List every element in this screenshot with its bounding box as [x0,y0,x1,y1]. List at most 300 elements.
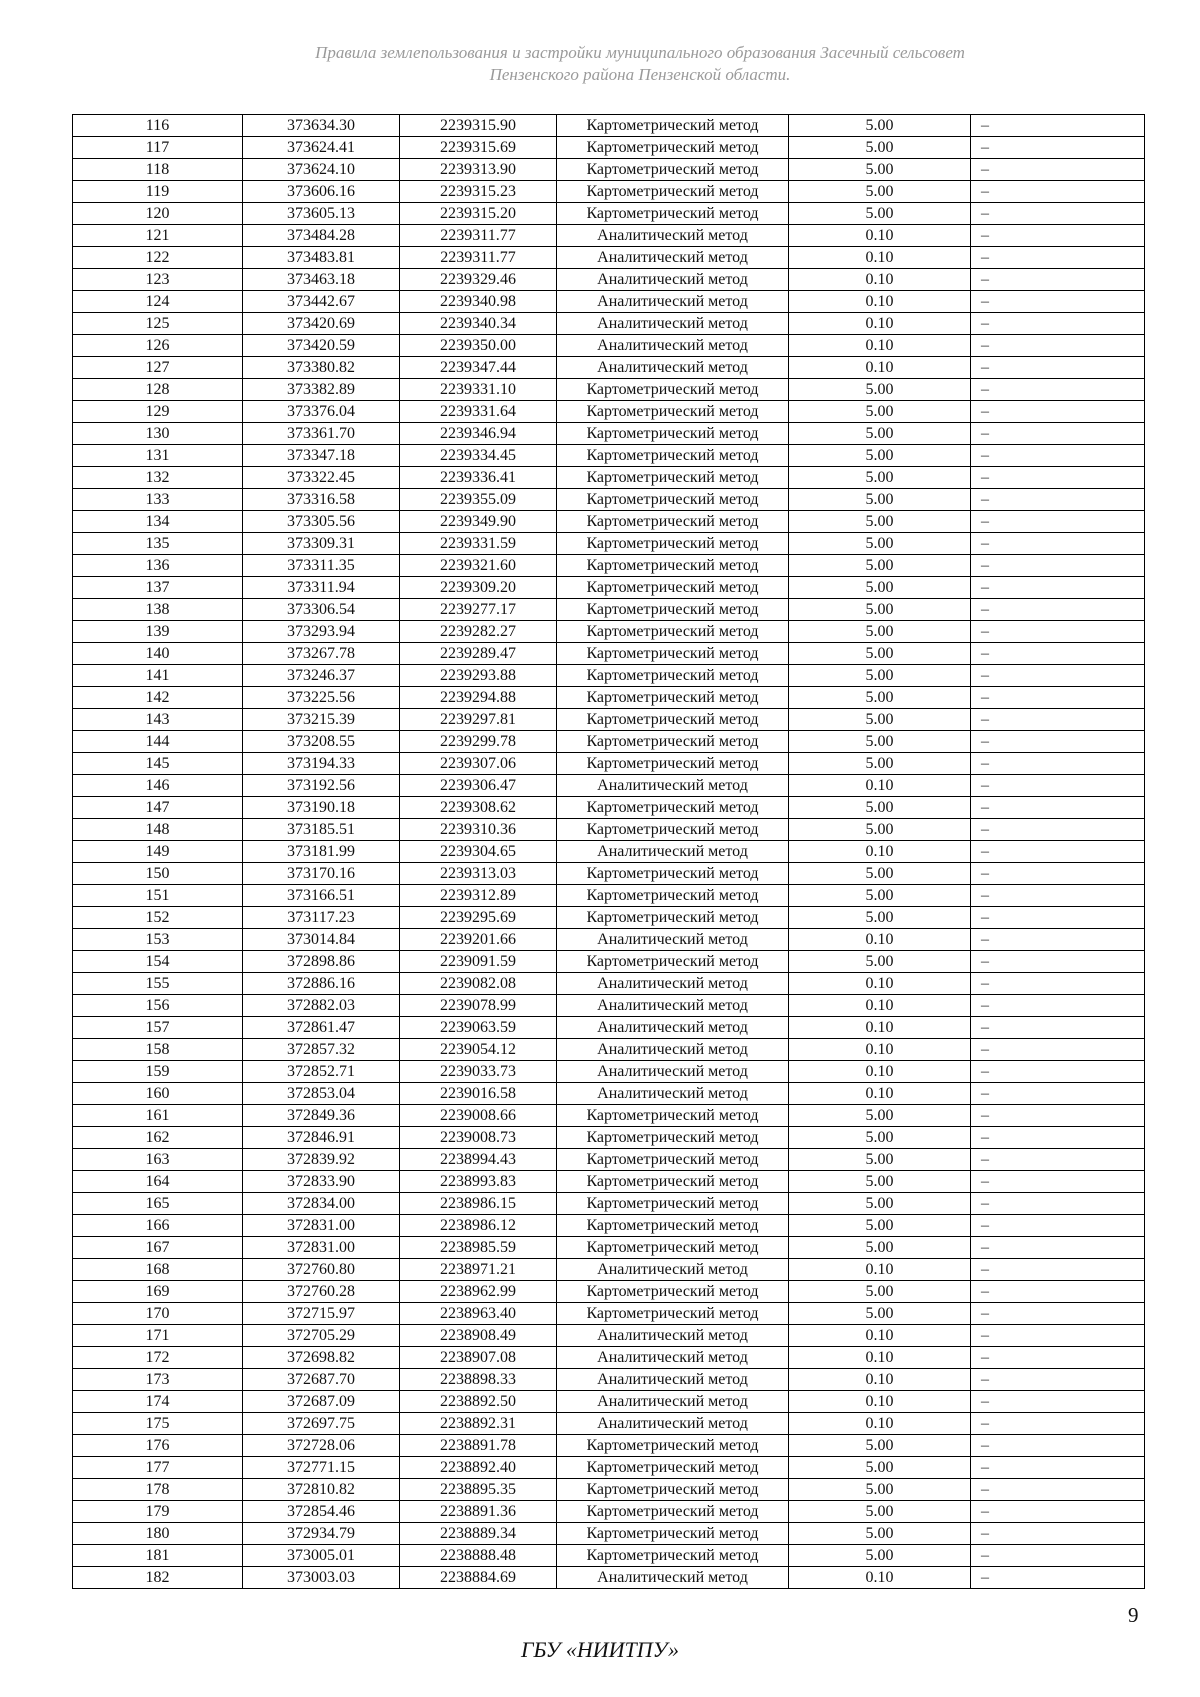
x-coordinate-cell: 373624.10 [243,159,400,181]
method-cell: Картометрический метод [557,819,789,841]
x-coordinate-cell: 372715.97 [243,1303,400,1325]
y-coordinate-cell: 2238907.08 [400,1347,557,1369]
table-row [73,1523,1145,1545]
x-coordinate-cell: 373267.78 [243,643,400,665]
method-cell: Картометрический метод [557,159,789,181]
note-cell: – [971,1193,1145,1215]
table-row [73,1369,1145,1391]
note-cell: – [971,1369,1145,1391]
note-cell: – [971,115,1145,137]
x-coordinate-cell: 372854.46 [243,1501,400,1523]
accuracy-cell: 5.00 [789,1149,971,1171]
table-body [73,115,1145,1589]
method-cell: Аналитический метод [557,1325,789,1347]
point-number-cell: 134 [73,511,243,533]
x-coordinate-cell: 373305.56 [243,511,400,533]
note-cell: – [971,1127,1145,1149]
accuracy-cell: 5.00 [789,181,971,203]
method-cell: Картометрический метод [557,885,789,907]
table-row [73,885,1145,907]
table-row [73,907,1145,929]
accuracy-cell: 0.10 [789,995,971,1017]
x-coordinate-cell: 373170.16 [243,863,400,885]
x-coordinate-cell: 373003.03 [243,1567,400,1589]
point-number-cell: 178 [73,1479,243,1501]
accuracy-cell: 5.00 [789,1435,971,1457]
accuracy-cell: 5.00 [789,1479,971,1501]
accuracy-cell: 5.00 [789,577,971,599]
note-cell: – [971,577,1145,599]
table-row [73,489,1145,511]
table-row [73,467,1145,489]
x-coordinate-cell: 373005.01 [243,1545,400,1567]
point-number-cell: 151 [73,885,243,907]
accuracy-cell: 5.00 [789,467,971,489]
accuracy-cell: 5.00 [789,1237,971,1259]
point-number-cell: 173 [73,1369,243,1391]
method-cell: Картометрический метод [557,951,789,973]
x-coordinate-cell: 372861.47 [243,1017,400,1039]
x-coordinate-cell: 373215.39 [243,709,400,731]
method-cell: Картометрический метод [557,1523,789,1545]
table-row [73,709,1145,731]
y-coordinate-cell: 2239313.03 [400,863,557,885]
method-cell: Аналитический метод [557,1347,789,1369]
header-line-1: Правила землепользования и застройки муниципального образования Засечный сельсовет [315,43,965,62]
note-cell: – [971,203,1145,225]
method-cell: Аналитический метод [557,1413,789,1435]
point-number-cell: 144 [73,731,243,753]
table-row [73,423,1145,445]
note-cell: – [971,907,1145,929]
table-row [73,599,1145,621]
accuracy-cell: 0.10 [789,1325,971,1347]
note-cell: – [971,533,1145,555]
note-cell: – [971,841,1145,863]
point-number-cell: 164 [73,1171,243,1193]
y-coordinate-cell: 2238891.78 [400,1435,557,1457]
point-number-cell: 160 [73,1083,243,1105]
note-cell: – [971,973,1145,995]
footer-organization: ГБУ «НИИТПУ» [520,1637,680,1662]
table-row [73,929,1145,951]
method-cell: Аналитический метод [557,995,789,1017]
accuracy-cell: 0.10 [789,973,971,995]
accuracy-cell: 5.00 [789,687,971,709]
accuracy-cell: 0.10 [789,841,971,863]
note-cell: – [971,1303,1145,1325]
y-coordinate-cell: 2239313.90 [400,159,557,181]
table-row [73,1281,1145,1303]
point-number-cell: 140 [73,643,243,665]
method-cell: Аналитический метод [557,357,789,379]
table-row [73,269,1145,291]
table-row [73,1193,1145,1215]
accuracy-cell: 0.10 [789,1567,971,1589]
method-cell: Аналитический метод [557,1039,789,1061]
point-number-cell: 163 [73,1149,243,1171]
method-cell: Картометрический метод [557,1545,789,1567]
note-cell: – [971,1567,1145,1589]
method-cell: Аналитический метод [557,1391,789,1413]
table-row [73,1105,1145,1127]
accuracy-cell: 5.00 [789,511,971,533]
point-number-cell: 153 [73,929,243,951]
method-cell: Картометрический метод [557,1281,789,1303]
point-number-cell: 148 [73,819,243,841]
table-row [73,775,1145,797]
point-number-cell: 167 [73,1237,243,1259]
accuracy-cell: 5.00 [789,709,971,731]
method-cell: Картометрический метод [557,1193,789,1215]
x-coordinate-cell: 372886.16 [243,973,400,995]
method-cell: Картометрический метод [557,731,789,753]
method-cell: Аналитический метод [557,1083,789,1105]
y-coordinate-cell: 2239078.99 [400,995,557,1017]
point-number-cell: 172 [73,1347,243,1369]
table-row [73,1149,1145,1171]
table-row [73,621,1145,643]
y-coordinate-cell: 2238963.40 [400,1303,557,1325]
table-row [73,951,1145,973]
y-coordinate-cell: 2239008.73 [400,1127,557,1149]
x-coordinate-cell: 373190.18 [243,797,400,819]
accuracy-cell: 5.00 [789,1215,971,1237]
x-coordinate-cell: 373311.35 [243,555,400,577]
y-coordinate-cell: 2239329.46 [400,269,557,291]
table-row [73,291,1145,313]
y-coordinate-cell: 2239289.47 [400,643,557,665]
accuracy-cell: 5.00 [789,1105,971,1127]
y-coordinate-cell: 2239336.41 [400,467,557,489]
point-number-cell: 154 [73,951,243,973]
y-coordinate-cell: 2239321.60 [400,555,557,577]
y-coordinate-cell: 2239346.94 [400,423,557,445]
x-coordinate-cell: 373483.81 [243,247,400,269]
point-number-cell: 171 [73,1325,243,1347]
x-coordinate-cell: 372728.06 [243,1435,400,1457]
y-coordinate-cell: 2239315.20 [400,203,557,225]
table-row [73,687,1145,709]
accuracy-cell: 0.10 [789,335,971,357]
table-row [73,533,1145,555]
note-cell: – [971,159,1145,181]
method-cell: Картометрический метод [557,1215,789,1237]
y-coordinate-cell: 2239315.23 [400,181,557,203]
y-coordinate-cell: 2239350.00 [400,335,557,357]
x-coordinate-cell: 373316.58 [243,489,400,511]
point-number-cell: 117 [73,137,243,159]
x-coordinate-cell: 372698.82 [243,1347,400,1369]
note-cell: – [971,137,1145,159]
method-cell: Картометрический метод [557,863,789,885]
accuracy-cell: 5.00 [789,863,971,885]
y-coordinate-cell: 2239310.36 [400,819,557,841]
table-row [73,357,1145,379]
x-coordinate-cell: 372760.28 [243,1281,400,1303]
accuracy-cell: 5.00 [789,951,971,973]
point-number-cell: 139 [73,621,243,643]
table-row [73,577,1145,599]
method-cell: Картометрический метод [557,379,789,401]
point-number-cell: 179 [73,1501,243,1523]
y-coordinate-cell: 2239308.62 [400,797,557,819]
note-cell: – [971,379,1145,401]
note-cell: – [971,863,1145,885]
table-row [73,973,1145,995]
x-coordinate-cell: 373311.94 [243,577,400,599]
table-row [73,819,1145,841]
y-coordinate-cell: 2239306.47 [400,775,557,797]
point-number-cell: 158 [73,1039,243,1061]
method-cell: Картометрический метод [557,1501,789,1523]
point-number-cell: 118 [73,159,243,181]
y-coordinate-cell: 2239297.81 [400,709,557,731]
accuracy-cell: 5.00 [789,731,971,753]
note-cell: – [971,995,1145,1017]
accuracy-cell: 5.00 [789,1127,971,1149]
x-coordinate-cell: 373306.54 [243,599,400,621]
accuracy-cell: 0.10 [789,1017,971,1039]
accuracy-cell: 0.10 [789,1369,971,1391]
note-cell: – [971,1501,1145,1523]
note-cell: – [971,1281,1145,1303]
y-coordinate-cell: 2239201.66 [400,929,557,951]
method-cell: Аналитический метод [557,247,789,269]
x-coordinate-cell: 373624.41 [243,137,400,159]
y-coordinate-cell: 2239347.44 [400,357,557,379]
note-cell: – [971,401,1145,423]
accuracy-cell: 5.00 [789,1193,971,1215]
point-number-cell: 150 [73,863,243,885]
point-number-cell: 146 [73,775,243,797]
method-cell: Аналитический метод [557,1259,789,1281]
note-cell: – [971,335,1145,357]
point-number-cell: 175 [73,1413,243,1435]
table-row [73,379,1145,401]
accuracy-cell: 5.00 [789,555,971,577]
method-cell: Картометрический метод [557,489,789,511]
point-number-cell: 127 [73,357,243,379]
note-cell: – [971,621,1145,643]
accuracy-cell: 5.00 [789,423,971,445]
note-cell: – [971,313,1145,335]
note-cell: – [971,291,1145,313]
y-coordinate-cell: 2239082.08 [400,973,557,995]
header-line-2: Пензенского района Пензенской области. [489,65,791,84]
table-row [73,1127,1145,1149]
table-row [73,137,1145,159]
accuracy-cell: 5.00 [789,907,971,929]
note-cell: – [971,1149,1145,1171]
x-coordinate-cell: 373293.94 [243,621,400,643]
x-coordinate-cell: 373605.13 [243,203,400,225]
method-cell: Картометрический метод [557,709,789,731]
note-cell: – [971,1061,1145,1083]
y-coordinate-cell: 2239309.20 [400,577,557,599]
accuracy-cell: 0.10 [789,1259,971,1281]
y-coordinate-cell: 2239355.09 [400,489,557,511]
table-row [73,225,1145,247]
y-coordinate-cell: 2238884.69 [400,1567,557,1589]
x-coordinate-cell: 372839.92 [243,1149,400,1171]
y-coordinate-cell: 2239063.59 [400,1017,557,1039]
point-number-cell: 182 [73,1567,243,1589]
note-cell: – [971,885,1145,907]
note-cell: – [971,643,1145,665]
point-number-cell: 165 [73,1193,243,1215]
point-number-cell: 177 [73,1457,243,1479]
point-number-cell: 116 [73,115,243,137]
note-cell: – [971,489,1145,511]
table-row [73,1413,1145,1435]
note-cell: – [971,1391,1145,1413]
table-row [73,1017,1145,1039]
accuracy-cell: 5.00 [789,885,971,907]
method-cell: Картометрический метод [557,577,789,599]
accuracy-cell: 5.00 [789,643,971,665]
point-number-cell: 161 [73,1105,243,1127]
point-number-cell: 141 [73,665,243,687]
accuracy-cell: 0.10 [789,929,971,951]
point-number-cell: 174 [73,1391,243,1413]
method-cell: Картометрический метод [557,467,789,489]
x-coordinate-cell: 372849.36 [243,1105,400,1127]
x-coordinate-cell: 372687.70 [243,1369,400,1391]
point-number-cell: 138 [73,599,243,621]
method-cell: Картометрический метод [557,907,789,929]
point-number-cell: 181 [73,1545,243,1567]
accuracy-cell: 5.00 [789,1501,971,1523]
table-row [73,665,1145,687]
point-number-cell: 131 [73,445,243,467]
note-cell: – [971,1105,1145,1127]
table-row [73,753,1145,775]
x-coordinate-cell: 373382.89 [243,379,400,401]
table-row [73,401,1145,423]
y-coordinate-cell: 2239315.69 [400,137,557,159]
y-coordinate-cell: 2238891.36 [400,1501,557,1523]
accuracy-cell: 0.10 [789,1391,971,1413]
table-row [73,863,1145,885]
method-cell: Аналитический метод [557,1567,789,1589]
y-coordinate-cell: 2239008.66 [400,1105,557,1127]
table-row [73,731,1145,753]
method-cell: Картометрический метод [557,643,789,665]
note-cell: – [971,225,1145,247]
accuracy-cell: 5.00 [789,1545,971,1567]
note-cell: – [971,269,1145,291]
accuracy-cell: 5.00 [789,1303,971,1325]
accuracy-cell: 0.10 [789,1347,971,1369]
x-coordinate-cell: 373194.33 [243,753,400,775]
x-coordinate-cell: 372882.03 [243,995,400,1017]
table-row [73,247,1145,269]
method-cell: Картометрический метод [557,1105,789,1127]
note-cell: – [971,423,1145,445]
x-coordinate-cell: 373246.37 [243,665,400,687]
accuracy-cell: 0.10 [789,247,971,269]
accuracy-cell: 5.00 [789,753,971,775]
point-number-cell: 155 [73,973,243,995]
x-coordinate-cell: 372898.86 [243,951,400,973]
method-cell: Картометрический метод [557,1457,789,1479]
table-row [73,1215,1145,1237]
x-coordinate-cell: 373463.18 [243,269,400,291]
note-cell: – [971,1435,1145,1457]
point-number-cell: 122 [73,247,243,269]
x-coordinate-cell: 373185.51 [243,819,400,841]
method-cell: Картометрический метод [557,115,789,137]
x-coordinate-cell: 373208.55 [243,731,400,753]
table-row [73,995,1145,1017]
note-cell: – [971,687,1145,709]
accuracy-cell: 0.10 [789,357,971,379]
y-coordinate-cell: 2238892.31 [400,1413,557,1435]
y-coordinate-cell: 2239331.64 [400,401,557,423]
x-coordinate-cell: 373192.56 [243,775,400,797]
note-cell: – [971,1215,1145,1237]
accuracy-cell: 5.00 [789,621,971,643]
y-coordinate-cell: 2239054.12 [400,1039,557,1061]
y-coordinate-cell: 2239033.73 [400,1061,557,1083]
accuracy-cell: 0.10 [789,313,971,335]
y-coordinate-cell: 2238986.12 [400,1215,557,1237]
y-coordinate-cell: 2238892.40 [400,1457,557,1479]
x-coordinate-cell: 373014.84 [243,929,400,951]
table-row [73,1171,1145,1193]
note-cell: – [971,1017,1145,1039]
point-number-cell: 119 [73,181,243,203]
point-number-cell: 170 [73,1303,243,1325]
x-coordinate-cell: 372846.91 [243,1127,400,1149]
note-cell: – [971,1413,1145,1435]
x-coordinate-cell: 372697.75 [243,1413,400,1435]
method-cell: Аналитический метод [557,775,789,797]
table-row [73,335,1145,357]
x-coordinate-cell: 373309.31 [243,533,400,555]
note-cell: – [971,1039,1145,1061]
point-number-cell: 130 [73,423,243,445]
x-coordinate-cell: 372834.00 [243,1193,400,1215]
note-cell: – [971,665,1145,687]
accuracy-cell: 5.00 [789,599,971,621]
y-coordinate-cell: 2239340.98 [400,291,557,313]
method-cell: Картометрический метод [557,533,789,555]
table-row [73,1237,1145,1259]
y-coordinate-cell: 2239293.88 [400,665,557,687]
y-coordinate-cell: 2238889.34 [400,1523,557,1545]
accuracy-cell: 5.00 [789,1171,971,1193]
method-cell: Картометрический метод [557,181,789,203]
accuracy-cell: 0.10 [789,1039,971,1061]
accuracy-cell: 5.00 [789,1523,971,1545]
point-number-cell: 132 [73,467,243,489]
method-cell: Картометрический метод [557,1127,789,1149]
y-coordinate-cell: 2239349.90 [400,511,557,533]
accuracy-cell: 5.00 [789,1457,971,1479]
method-cell: Картометрический метод [557,1435,789,1457]
accuracy-cell: 5.00 [789,797,971,819]
accuracy-cell: 0.10 [789,775,971,797]
x-coordinate-cell: 372705.29 [243,1325,400,1347]
x-coordinate-cell: 372810.82 [243,1479,400,1501]
point-number-cell: 143 [73,709,243,731]
note-cell: – [971,511,1145,533]
table-row [73,1545,1145,1567]
method-cell: Аналитический метод [557,841,789,863]
y-coordinate-cell: 2238985.59 [400,1237,557,1259]
